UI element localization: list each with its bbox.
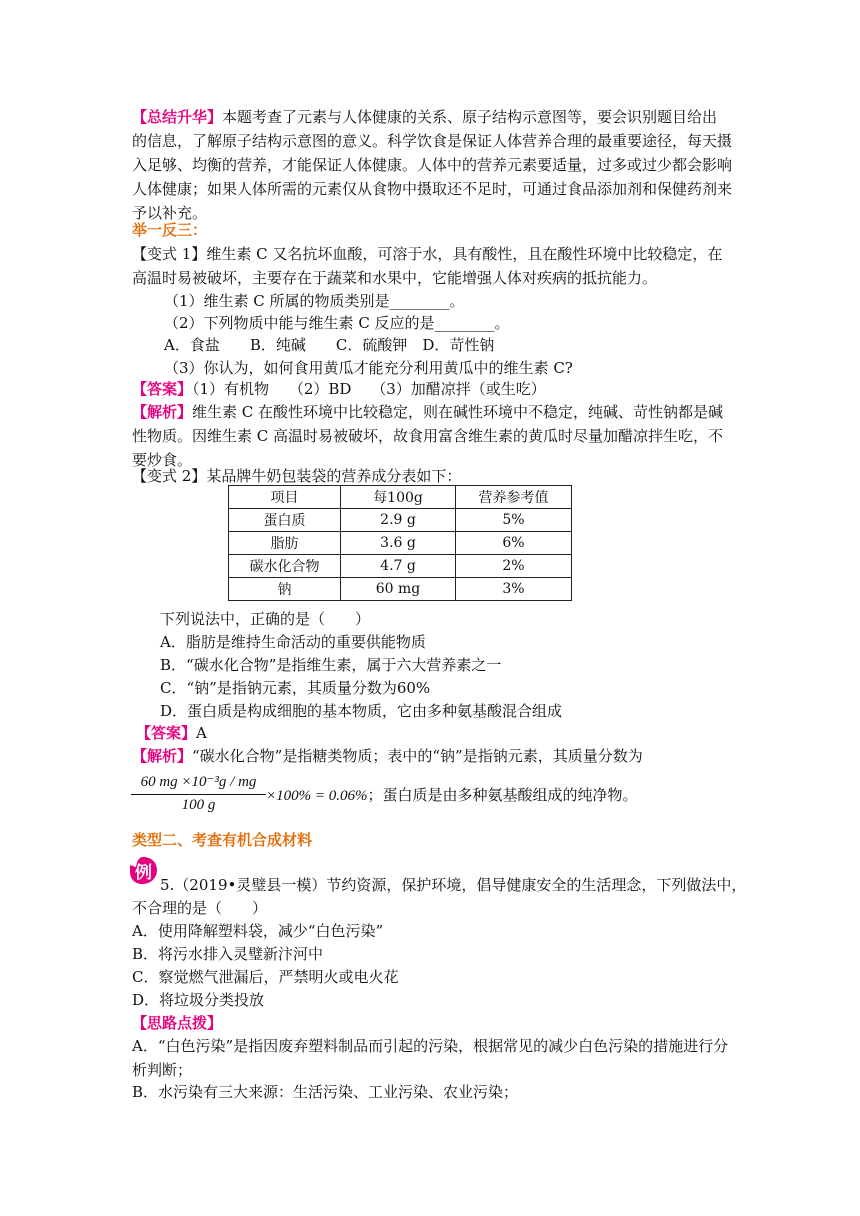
example5-option-b: B．将污水排入灵璧新汴河中 <box>132 945 324 963</box>
answer-text: A <box>196 724 207 742</box>
answer-label: 【答案】 <box>136 724 197 742</box>
variant1-q3: （3）你认为，如何食用黄瓜才能充分利用黄瓜中的维生素 C? <box>164 359 573 377</box>
table-header: 每100g <box>341 486 456 509</box>
variant1-text: 维生素 C 又名抗坏血酸，可溶于水，具有酸性，且在酸性环境中比较稳定，在高温时易被破坏，主要存在于蔬菜和水果中，它能增强人体对疾病的抵抗能力。 <box>132 245 723 287</box>
example5-option-d: D．将垃圾分类投放 <box>132 991 265 1009</box>
variant1-q2: （2）下列物质中能与维生素 C 反应的是________。 <box>164 314 510 332</box>
variant1-answer <box>132 378 546 400</box>
formula-result-line <box>266 784 638 807</box>
table-cell: 6% <box>456 532 572 555</box>
formula-fraction <box>131 772 266 814</box>
answer-text: （1）有机物 （2）BD （3）加醋凉拌（或生吃） <box>192 380 546 398</box>
variant2-question: 下列说法中，正确的是（ ） <box>160 610 371 628</box>
variant2-intro <box>132 465 461 487</box>
hint-a: A．“白色污染”是指因废弃塑料制品而引起的污染，根据常见的减少白色污染的措施进行分析判断； <box>132 1037 729 1079</box>
variant1-label: 【变式 1】 <box>132 245 207 263</box>
formula-result: ×100% = 0.06% <box>266 788 368 804</box>
formula-tail: ；蛋白质是由多种氨基酸组成的纯净物。 <box>367 786 638 804</box>
table-row <box>229 509 572 532</box>
variant2-option-b: B．“碳水化合物”是指维生素，属于六大营养素之一 <box>160 656 502 674</box>
table-cell: 3% <box>456 578 572 601</box>
summary-text: 本题考查了元素与人体健康的关系、原子结构示意图等，要会识别题目给出的信息，了解原子结构示意图的意义。科学饮食是保证人体营养合理的最重要途径，每天摄入足够、均衡的营养，才能保证人体健康。人体中的营养元素要适量，过多或过少都会影响人体健康；如果人体所需的元素仅从食物中摄取还不足时，可通过食品添加剂和保健药剂来予以补充。 <box>132 108 733 222</box>
table-row <box>229 555 572 578</box>
nutrition-table <box>228 485 572 601</box>
table-header-row <box>229 486 572 509</box>
summary-label: 【总结升华】 <box>132 108 223 126</box>
variant1-q1: （1）维生素 C 所属的物质类别是________。 <box>164 292 465 310</box>
hint-label: 【思路点拨】 <box>132 1014 223 1032</box>
answer-label: 【答案】 <box>132 380 193 398</box>
example5-question-line1: 5.（2019•灵璧县一模）节约资源，保护环境，倡导健康安全的生活理念，下列做法中， <box>160 876 747 894</box>
analysis-label: 【解析】 <box>132 747 193 765</box>
example5-option-a: A．使用降解塑料袋，减少“白色污染” <box>132 922 384 940</box>
example-badge-text: 例 <box>135 863 152 883</box>
variant2-label: 【变式 2】 <box>132 467 207 485</box>
variant2-intro-text: 某品牌牛奶包装袋的营养成分表如下： <box>206 467 462 485</box>
example5-question-line2: 不合理的是（ ） <box>132 899 268 917</box>
type2-heading: 类型二、考查有机合成材料 <box>132 831 313 849</box>
analysis-text: 维生素 C 在酸性环境中比较稳定，则在碱性环境中不稳定，纯碱、苛性钠都是碱性物质。因维生素 C 高温时易被破坏，故食用富含维生素的黄瓜时尽量加醋凉拌生吃，不要炒食。 <box>132 403 724 469</box>
table-cell: 2% <box>456 555 572 578</box>
table-cell: 60 mg <box>341 578 456 601</box>
table-cell: 碳水化合物 <box>229 555 341 578</box>
table-row <box>229 578 572 601</box>
hint-b: B．水污染有三大来源：生活污染、工业污染、农业污染； <box>132 1083 519 1101</box>
variant2-option-a: A．脂肪是维持生命活动的重要供能物质 <box>160 633 426 651</box>
practice-heading: 举一反三： <box>132 221 208 239</box>
variant2-option-c: C．“钠”是指钠元素，其质量分数为60% <box>160 679 431 697</box>
analysis-label: 【解析】 <box>132 403 193 421</box>
summary-paragraph <box>132 105 732 225</box>
variant2-analysis <box>132 745 643 767</box>
formula-denominator: 100 g <box>181 797 216 813</box>
table-row <box>229 532 572 555</box>
table-cell: 5% <box>456 509 572 532</box>
table-cell: 2.9 g <box>341 509 456 532</box>
table-cell: 4.7 g <box>341 555 456 578</box>
analysis-text: “碳水化合物”是指糖类物质；表中的“钠”是指钠元素，其质量分数为 <box>192 747 643 765</box>
variant1-paragraph <box>132 242 732 290</box>
table-cell: 蛋白质 <box>229 509 341 532</box>
table-header: 营养参考值 <box>456 486 572 509</box>
variant2-answer <box>136 722 207 744</box>
table-cell: 钠 <box>229 578 341 601</box>
example5-option-c: C．察觉燃气泄漏后，严禁明火或电火花 <box>132 968 399 986</box>
table-header: 项目 <box>229 486 341 509</box>
variant2-option-d: D．蛋白质是构成细胞的基本物质，它由多种氨基酸混合组成 <box>160 702 563 720</box>
variant1-q2-options: A．食盐 B．纯碱 C．硫酸钾 D．苛性钠 <box>164 336 495 354</box>
variant1-analysis <box>132 400 732 472</box>
formula-numerator: 60 mg ×10⁻³g / mg <box>131 772 266 795</box>
table-cell: 3.6 g <box>341 532 456 555</box>
table-cell: 脂肪 <box>229 532 341 555</box>
example-badge-icon <box>128 855 158 885</box>
